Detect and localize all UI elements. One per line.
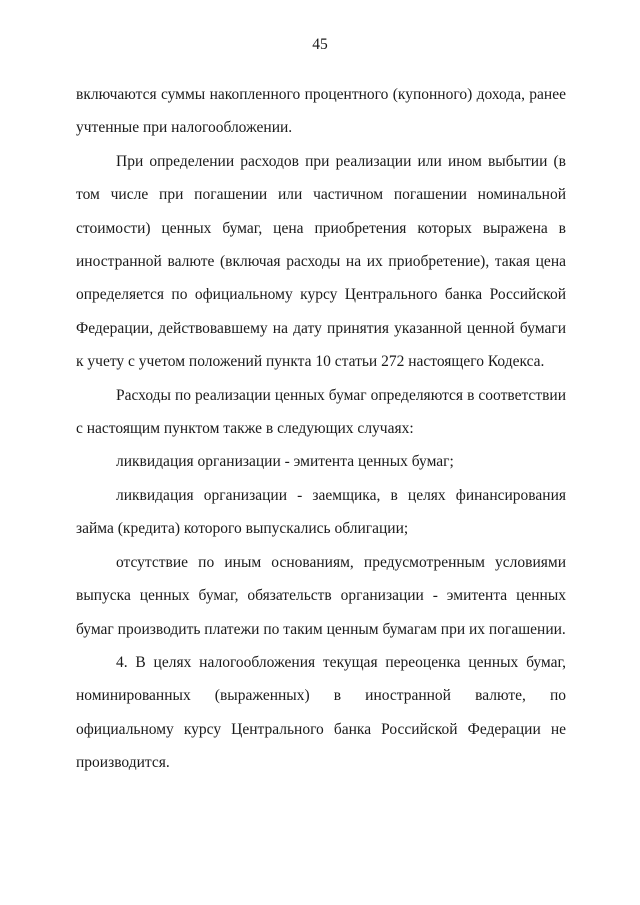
- paragraph-sale-expenses: Расходы по реализации ценных бумаг определяются в соответствии с настоящим пунктом также в следующих случаях:: [76, 386, 566, 438]
- list-item-borrower-liquidation: ликвидация организации - заемщика, в целях финансирования займа (кредита) которого выпускались облигации;: [76, 486, 566, 538]
- list-item-issuer-liquidation: ликвидация организации - эмитента ценных бумаг;: [116, 453, 454, 471]
- page-number: 45: [312, 36, 328, 53]
- paragraph-expense-determination: При определении расходов при реализации или ином выбытии (в том числе при погашении или частичном погашении номинальной стоимости) ценных бумаг, цена приобретения которых выражена в иностранной валюте (включая расходы на их приобретение), такая цена определяется по официальному курсу Центрального банка Российской Федерации, действовавшему на дату принятия указанной ценной бумаги к учету с учетом положений пункта 10 статьи 272 настоящего Кодекса.: [76, 152, 566, 371]
- body-text: [76, 78, 566, 780]
- paragraph-item-4-revaluation: 4. В целях налогообложения текущая переоценка ценных бумаг, номинированных (выраженных) в иностранной валюте, по официальному курсу Центрального банка Российской Федерации не производится.: [76, 653, 566, 772]
- paragraph-continuation: включаются суммы накопленного процентного (купонного) дохода, ранее учтенные при налогообложении.: [76, 86, 566, 137]
- list-item-absence-of-obligations: отсутствие по иным основаниям, предусмотренным условиями выпуска ценных бумаг, обязательств организации - эмитента ценных бумаг производить платежи по таким ценным бумагам при их погашении.: [76, 553, 566, 638]
